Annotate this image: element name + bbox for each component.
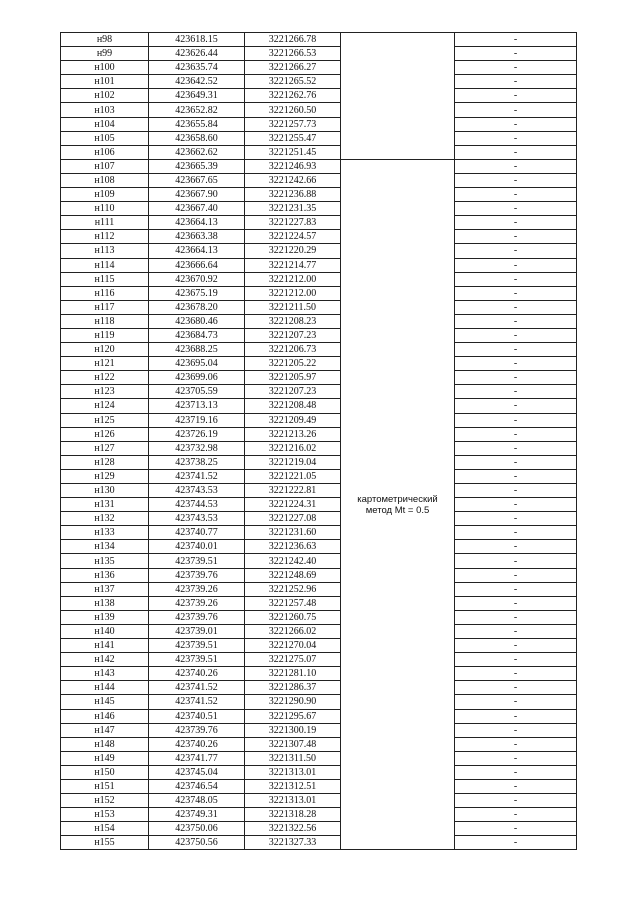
y-coordinate-cell: 3221242.40 bbox=[245, 554, 341, 568]
accuracy-cell: - bbox=[455, 737, 577, 751]
table-row bbox=[61, 794, 577, 808]
point-id-cell: н141 bbox=[61, 639, 149, 653]
y-coordinate-cell: 3221262.76 bbox=[245, 89, 341, 103]
y-coordinate-cell: 3221286.37 bbox=[245, 681, 341, 695]
table-row bbox=[61, 554, 577, 568]
point-id-cell: н149 bbox=[61, 751, 149, 765]
table-row bbox=[61, 455, 577, 469]
point-id-cell: н150 bbox=[61, 765, 149, 779]
y-coordinate-cell: 3221266.53 bbox=[245, 47, 341, 61]
x-coordinate-cell: 423699.06 bbox=[149, 371, 245, 385]
y-coordinate-cell: 3221206.73 bbox=[245, 343, 341, 357]
accuracy-cell: - bbox=[455, 371, 577, 385]
point-id-cell: н125 bbox=[61, 413, 149, 427]
x-coordinate-cell: 423739.26 bbox=[149, 582, 245, 596]
accuracy-cell: - bbox=[455, 314, 577, 328]
table-row bbox=[61, 47, 577, 61]
x-coordinate-cell: 423695.04 bbox=[149, 357, 245, 371]
table-row bbox=[61, 202, 577, 216]
point-id-cell: н120 bbox=[61, 343, 149, 357]
y-coordinate-cell: 3221318.28 bbox=[245, 808, 341, 822]
table-row bbox=[61, 681, 577, 695]
point-id-cell: н133 bbox=[61, 526, 149, 540]
y-coordinate-cell: 3221290.90 bbox=[245, 695, 341, 709]
point-id-cell: н118 bbox=[61, 314, 149, 328]
point-id-cell: н106 bbox=[61, 145, 149, 159]
y-coordinate-cell: 3221219.04 bbox=[245, 455, 341, 469]
y-coordinate-cell: 3221236.63 bbox=[245, 540, 341, 554]
accuracy-cell: - bbox=[455, 822, 577, 836]
point-id-cell: н115 bbox=[61, 272, 149, 286]
x-coordinate-cell: 423649.31 bbox=[149, 89, 245, 103]
accuracy-cell: - bbox=[455, 272, 577, 286]
table-row bbox=[61, 653, 577, 667]
x-coordinate-cell: 423642.52 bbox=[149, 75, 245, 89]
point-id-cell: н129 bbox=[61, 469, 149, 483]
table-row bbox=[61, 272, 577, 286]
y-coordinate-cell: 3221227.08 bbox=[245, 512, 341, 526]
point-id-cell: н127 bbox=[61, 441, 149, 455]
point-id-cell: н99 bbox=[61, 47, 149, 61]
x-coordinate-cell: 423635.74 bbox=[149, 61, 245, 75]
table-row bbox=[61, 286, 577, 300]
y-coordinate-cell: 3221307.48 bbox=[245, 737, 341, 751]
x-coordinate-cell: 423739.76 bbox=[149, 723, 245, 737]
y-coordinate-cell: 3221221.05 bbox=[245, 469, 341, 483]
point-id-cell: н123 bbox=[61, 385, 149, 399]
table-row bbox=[61, 103, 577, 117]
accuracy-cell: - bbox=[455, 526, 577, 540]
y-coordinate-cell: 3221311.50 bbox=[245, 751, 341, 765]
x-coordinate-cell: 423684.73 bbox=[149, 328, 245, 342]
table-row bbox=[61, 230, 577, 244]
accuracy-cell: - bbox=[455, 723, 577, 737]
accuracy-cell: - bbox=[455, 343, 577, 357]
accuracy-cell: - bbox=[455, 751, 577, 765]
accuracy-cell: - bbox=[455, 145, 577, 159]
accuracy-cell: - bbox=[455, 455, 577, 469]
accuracy-cell: - bbox=[455, 469, 577, 483]
table-row bbox=[61, 328, 577, 342]
y-coordinate-cell: 3221211.50 bbox=[245, 300, 341, 314]
table-row bbox=[61, 526, 577, 540]
point-id-cell: н101 bbox=[61, 75, 149, 89]
accuracy-cell: - bbox=[455, 117, 577, 131]
y-coordinate-cell: 3221216.02 bbox=[245, 441, 341, 455]
x-coordinate-cell: 423739.51 bbox=[149, 653, 245, 667]
y-coordinate-cell: 3221205.22 bbox=[245, 357, 341, 371]
y-coordinate-cell: 3221255.47 bbox=[245, 131, 341, 145]
x-coordinate-cell: 423665.39 bbox=[149, 159, 245, 173]
y-coordinate-cell: 3221266.78 bbox=[245, 33, 341, 47]
x-coordinate-cell: 423719.16 bbox=[149, 413, 245, 427]
x-coordinate-cell: 423726.19 bbox=[149, 427, 245, 441]
point-id-cell: н103 bbox=[61, 103, 149, 117]
accuracy-cell: - bbox=[455, 300, 577, 314]
accuracy-cell: - bbox=[455, 808, 577, 822]
point-id-cell: н136 bbox=[61, 568, 149, 582]
y-coordinate-cell: 3221313.01 bbox=[245, 765, 341, 779]
point-id-cell: н153 bbox=[61, 808, 149, 822]
table-row bbox=[61, 117, 577, 131]
accuracy-cell: - bbox=[455, 202, 577, 216]
y-coordinate-cell: 3221208.48 bbox=[245, 399, 341, 413]
table-row bbox=[61, 822, 577, 836]
y-coordinate-cell: 3221231.60 bbox=[245, 526, 341, 540]
point-id-cell: н124 bbox=[61, 399, 149, 413]
accuracy-cell: - bbox=[455, 695, 577, 709]
x-coordinate-cell: 423664.13 bbox=[149, 216, 245, 230]
accuracy-cell: - bbox=[455, 709, 577, 723]
x-coordinate-cell: 423739.01 bbox=[149, 624, 245, 638]
y-coordinate-cell: 3221248.69 bbox=[245, 568, 341, 582]
table-row bbox=[61, 779, 577, 793]
table-row bbox=[61, 216, 577, 230]
x-coordinate-cell: 423662.62 bbox=[149, 145, 245, 159]
y-coordinate-cell: 3221260.50 bbox=[245, 103, 341, 117]
accuracy-cell: - bbox=[455, 385, 577, 399]
accuracy-cell: - bbox=[455, 794, 577, 808]
x-coordinate-cell: 423658.60 bbox=[149, 131, 245, 145]
x-coordinate-cell: 423739.76 bbox=[149, 610, 245, 624]
point-id-cell: н140 bbox=[61, 624, 149, 638]
point-id-cell: н114 bbox=[61, 258, 149, 272]
point-id-cell: н105 bbox=[61, 131, 149, 145]
accuracy-cell: - bbox=[455, 61, 577, 75]
x-coordinate-cell: 423749.31 bbox=[149, 808, 245, 822]
y-coordinate-cell: 3221209.49 bbox=[245, 413, 341, 427]
x-coordinate-cell: 423680.46 bbox=[149, 314, 245, 328]
point-id-cell: н130 bbox=[61, 484, 149, 498]
x-coordinate-cell: 423745.04 bbox=[149, 765, 245, 779]
point-id-cell: н107 bbox=[61, 159, 149, 173]
method-text: картометрический метод Mt = 0.5 bbox=[357, 493, 438, 516]
y-coordinate-cell: 3221275.07 bbox=[245, 653, 341, 667]
y-coordinate-cell: 3221231.35 bbox=[245, 202, 341, 216]
x-coordinate-cell: 423744.53 bbox=[149, 498, 245, 512]
y-coordinate-cell: 3221313.01 bbox=[245, 794, 341, 808]
point-id-cell: н121 bbox=[61, 357, 149, 371]
accuracy-cell: - bbox=[455, 216, 577, 230]
accuracy-cell: - bbox=[455, 681, 577, 695]
point-id-cell: н112 bbox=[61, 230, 149, 244]
accuracy-cell: - bbox=[455, 765, 577, 779]
table-row bbox=[61, 582, 577, 596]
accuracy-cell: - bbox=[455, 554, 577, 568]
point-id-cell: н142 bbox=[61, 653, 149, 667]
table-row bbox=[61, 484, 577, 498]
accuracy-cell: - bbox=[455, 427, 577, 441]
accuracy-cell: - bbox=[455, 159, 577, 173]
table-row bbox=[61, 371, 577, 385]
table-row bbox=[61, 751, 577, 765]
point-id-cell: н109 bbox=[61, 188, 149, 202]
point-id-cell: н132 bbox=[61, 512, 149, 526]
x-coordinate-cell: 423740.51 bbox=[149, 709, 245, 723]
x-coordinate-cell: 423732.98 bbox=[149, 441, 245, 455]
accuracy-cell: - bbox=[455, 399, 577, 413]
accuracy-cell: - bbox=[455, 610, 577, 624]
point-id-cell: н138 bbox=[61, 596, 149, 610]
y-coordinate-cell: 3221207.23 bbox=[245, 385, 341, 399]
accuracy-cell: - bbox=[455, 639, 577, 653]
table-row bbox=[61, 596, 577, 610]
point-id-cell: н137 bbox=[61, 582, 149, 596]
accuracy-cell: - bbox=[455, 568, 577, 582]
x-coordinate-cell: 423740.26 bbox=[149, 737, 245, 751]
y-coordinate-cell: 3221260.75 bbox=[245, 610, 341, 624]
y-coordinate-cell: 3221246.93 bbox=[245, 159, 341, 173]
accuracy-cell: - bbox=[455, 441, 577, 455]
x-coordinate-cell: 423655.84 bbox=[149, 117, 245, 131]
y-coordinate-cell: 3221227.83 bbox=[245, 216, 341, 230]
table-row bbox=[61, 413, 577, 427]
y-coordinate-cell: 3221312.51 bbox=[245, 779, 341, 793]
point-id-cell: н131 bbox=[61, 498, 149, 512]
table-row bbox=[61, 61, 577, 75]
x-coordinate-cell: 423739.51 bbox=[149, 554, 245, 568]
accuracy-cell: - bbox=[455, 188, 577, 202]
y-coordinate-cell: 3221266.27 bbox=[245, 61, 341, 75]
y-coordinate-cell: 3221265.52 bbox=[245, 75, 341, 89]
y-coordinate-cell: 3221220.29 bbox=[245, 244, 341, 258]
table-row bbox=[61, 639, 577, 653]
x-coordinate-cell: 423713.13 bbox=[149, 399, 245, 413]
table-row bbox=[61, 709, 577, 723]
accuracy-cell: - bbox=[455, 33, 577, 47]
point-id-cell: н144 bbox=[61, 681, 149, 695]
y-coordinate-cell: 3221222.81 bbox=[245, 484, 341, 498]
table-row bbox=[61, 385, 577, 399]
table-row bbox=[61, 498, 577, 512]
point-id-cell: н104 bbox=[61, 117, 149, 131]
table-row bbox=[61, 808, 577, 822]
x-coordinate-cell: 423748.05 bbox=[149, 794, 245, 808]
coordinates-table bbox=[60, 32, 577, 850]
y-coordinate-cell: 3221251.45 bbox=[245, 145, 341, 159]
y-coordinate-cell: 3221281.10 bbox=[245, 667, 341, 681]
x-coordinate-cell: 423678.20 bbox=[149, 300, 245, 314]
y-coordinate-cell: 3221295.67 bbox=[245, 709, 341, 723]
coordinates-table-body bbox=[61, 33, 577, 850]
table-row bbox=[61, 737, 577, 751]
accuracy-cell: - bbox=[455, 653, 577, 667]
x-coordinate-cell: 423666.64 bbox=[149, 258, 245, 272]
point-id-cell: н98 bbox=[61, 33, 149, 47]
x-coordinate-cell: 423664.13 bbox=[149, 244, 245, 258]
point-id-cell: н108 bbox=[61, 173, 149, 187]
table-row bbox=[61, 568, 577, 582]
point-id-cell: н154 bbox=[61, 822, 149, 836]
accuracy-cell: - bbox=[455, 131, 577, 145]
point-id-cell: н111 bbox=[61, 216, 149, 230]
x-coordinate-cell: 423746.54 bbox=[149, 779, 245, 793]
point-id-cell: н119 bbox=[61, 328, 149, 342]
point-id-cell: н155 bbox=[61, 836, 149, 850]
table-row bbox=[61, 188, 577, 202]
y-coordinate-cell: 3221322.56 bbox=[245, 822, 341, 836]
table-row bbox=[61, 75, 577, 89]
point-id-cell: н148 bbox=[61, 737, 149, 751]
y-coordinate-cell: 3221257.48 bbox=[245, 596, 341, 610]
accuracy-cell: - bbox=[455, 540, 577, 554]
table-row bbox=[61, 258, 577, 272]
table-row bbox=[61, 695, 577, 709]
table-row bbox=[61, 314, 577, 328]
x-coordinate-cell: 423667.65 bbox=[149, 173, 245, 187]
accuracy-cell: - bbox=[455, 230, 577, 244]
x-coordinate-cell: 423688.25 bbox=[149, 343, 245, 357]
y-coordinate-cell: 3221266.02 bbox=[245, 624, 341, 638]
x-coordinate-cell: 423705.59 bbox=[149, 385, 245, 399]
table-row bbox=[61, 610, 577, 624]
x-coordinate-cell: 423741.52 bbox=[149, 469, 245, 483]
point-id-cell: н100 bbox=[61, 61, 149, 75]
y-coordinate-cell: 3221327.33 bbox=[245, 836, 341, 850]
table-row bbox=[61, 723, 577, 737]
point-id-cell: н143 bbox=[61, 667, 149, 681]
point-id-cell: н128 bbox=[61, 455, 149, 469]
y-coordinate-cell: 3221242.66 bbox=[245, 173, 341, 187]
x-coordinate-cell: 423743.53 bbox=[149, 484, 245, 498]
y-coordinate-cell: 3221224.31 bbox=[245, 498, 341, 512]
accuracy-cell: - bbox=[455, 498, 577, 512]
table-row bbox=[61, 836, 577, 850]
x-coordinate-cell: 423750.06 bbox=[149, 822, 245, 836]
table-row bbox=[61, 399, 577, 413]
x-coordinate-cell: 423750.56 bbox=[149, 836, 245, 850]
method-cell bbox=[341, 159, 455, 850]
accuracy-cell: - bbox=[455, 779, 577, 793]
x-coordinate-cell: 423741.52 bbox=[149, 695, 245, 709]
x-coordinate-cell: 423739.51 bbox=[149, 639, 245, 653]
x-coordinate-cell: 423740.26 bbox=[149, 667, 245, 681]
x-coordinate-cell: 423675.19 bbox=[149, 286, 245, 300]
point-id-cell: н110 bbox=[61, 202, 149, 216]
x-coordinate-cell: 423618.15 bbox=[149, 33, 245, 47]
y-coordinate-cell: 3221214.77 bbox=[245, 258, 341, 272]
y-coordinate-cell: 3221205.97 bbox=[245, 371, 341, 385]
point-id-cell: н134 bbox=[61, 540, 149, 554]
y-coordinate-cell: 3221213.26 bbox=[245, 427, 341, 441]
accuracy-cell: - bbox=[455, 582, 577, 596]
x-coordinate-cell: 423670.92 bbox=[149, 272, 245, 286]
accuracy-cell: - bbox=[455, 75, 577, 89]
point-id-cell: н145 bbox=[61, 695, 149, 709]
table-row bbox=[61, 89, 577, 103]
point-id-cell: н139 bbox=[61, 610, 149, 624]
accuracy-cell: - bbox=[455, 413, 577, 427]
accuracy-cell: - bbox=[455, 836, 577, 850]
point-id-cell: н147 bbox=[61, 723, 149, 737]
accuracy-cell: - bbox=[455, 244, 577, 258]
point-id-cell: н102 bbox=[61, 89, 149, 103]
table-row bbox=[61, 357, 577, 371]
point-id-cell: н113 bbox=[61, 244, 149, 258]
x-coordinate-cell: 423626.44 bbox=[149, 47, 245, 61]
y-coordinate-cell: 3221212.00 bbox=[245, 272, 341, 286]
y-coordinate-cell: 3221252.96 bbox=[245, 582, 341, 596]
x-coordinate-cell: 423667.40 bbox=[149, 202, 245, 216]
accuracy-cell: - bbox=[455, 47, 577, 61]
x-coordinate-cell: 423738.25 bbox=[149, 455, 245, 469]
point-id-cell: н152 bbox=[61, 794, 149, 808]
y-coordinate-cell: 3221270.04 bbox=[245, 639, 341, 653]
point-id-cell: н146 bbox=[61, 709, 149, 723]
table-row bbox=[61, 343, 577, 357]
table-row bbox=[61, 33, 577, 47]
x-coordinate-cell: 423743.53 bbox=[149, 512, 245, 526]
y-coordinate-cell: 3221236.88 bbox=[245, 188, 341, 202]
x-coordinate-cell: 423652.82 bbox=[149, 103, 245, 117]
table-row bbox=[61, 441, 577, 455]
table-row bbox=[61, 159, 577, 173]
x-coordinate-cell: 423741.77 bbox=[149, 751, 245, 765]
method-cell-empty bbox=[341, 33, 455, 160]
point-id-cell: н117 bbox=[61, 300, 149, 314]
accuracy-cell: - bbox=[455, 667, 577, 681]
accuracy-cell: - bbox=[455, 484, 577, 498]
x-coordinate-cell: 423740.01 bbox=[149, 540, 245, 554]
y-coordinate-cell: 3221208.23 bbox=[245, 314, 341, 328]
x-coordinate-cell: 423739.76 bbox=[149, 568, 245, 582]
accuracy-cell: - bbox=[455, 512, 577, 526]
accuracy-cell: - bbox=[455, 258, 577, 272]
table-row bbox=[61, 173, 577, 187]
y-coordinate-cell: 3221224.57 bbox=[245, 230, 341, 244]
x-coordinate-cell: 423663.38 bbox=[149, 230, 245, 244]
y-coordinate-cell: 3221300.19 bbox=[245, 723, 341, 737]
point-id-cell: н126 bbox=[61, 427, 149, 441]
accuracy-cell: - bbox=[455, 286, 577, 300]
y-coordinate-cell: 3221257.73 bbox=[245, 117, 341, 131]
x-coordinate-cell: 423739.26 bbox=[149, 596, 245, 610]
x-coordinate-cell: 423740.77 bbox=[149, 526, 245, 540]
accuracy-cell: - bbox=[455, 596, 577, 610]
x-coordinate-cell: 423741.52 bbox=[149, 681, 245, 695]
table-row bbox=[61, 765, 577, 779]
accuracy-cell: - bbox=[455, 89, 577, 103]
point-id-cell: н122 bbox=[61, 371, 149, 385]
table-row bbox=[61, 131, 577, 145]
table-row bbox=[61, 427, 577, 441]
accuracy-cell: - bbox=[455, 624, 577, 638]
point-id-cell: н135 bbox=[61, 554, 149, 568]
point-id-cell: н151 bbox=[61, 779, 149, 793]
y-coordinate-cell: 3221212.00 bbox=[245, 286, 341, 300]
table-row bbox=[61, 512, 577, 526]
accuracy-cell: - bbox=[455, 328, 577, 342]
x-coordinate-cell: 423667.90 bbox=[149, 188, 245, 202]
accuracy-cell: - bbox=[455, 173, 577, 187]
table-row bbox=[61, 145, 577, 159]
accuracy-cell: - bbox=[455, 103, 577, 117]
table-row bbox=[61, 244, 577, 258]
table-row bbox=[61, 624, 577, 638]
table-row bbox=[61, 667, 577, 681]
accuracy-cell: - bbox=[455, 357, 577, 371]
point-id-cell: н116 bbox=[61, 286, 149, 300]
table-row bbox=[61, 300, 577, 314]
table-row bbox=[61, 469, 577, 483]
y-coordinate-cell: 3221207.23 bbox=[245, 328, 341, 342]
table-row bbox=[61, 540, 577, 554]
